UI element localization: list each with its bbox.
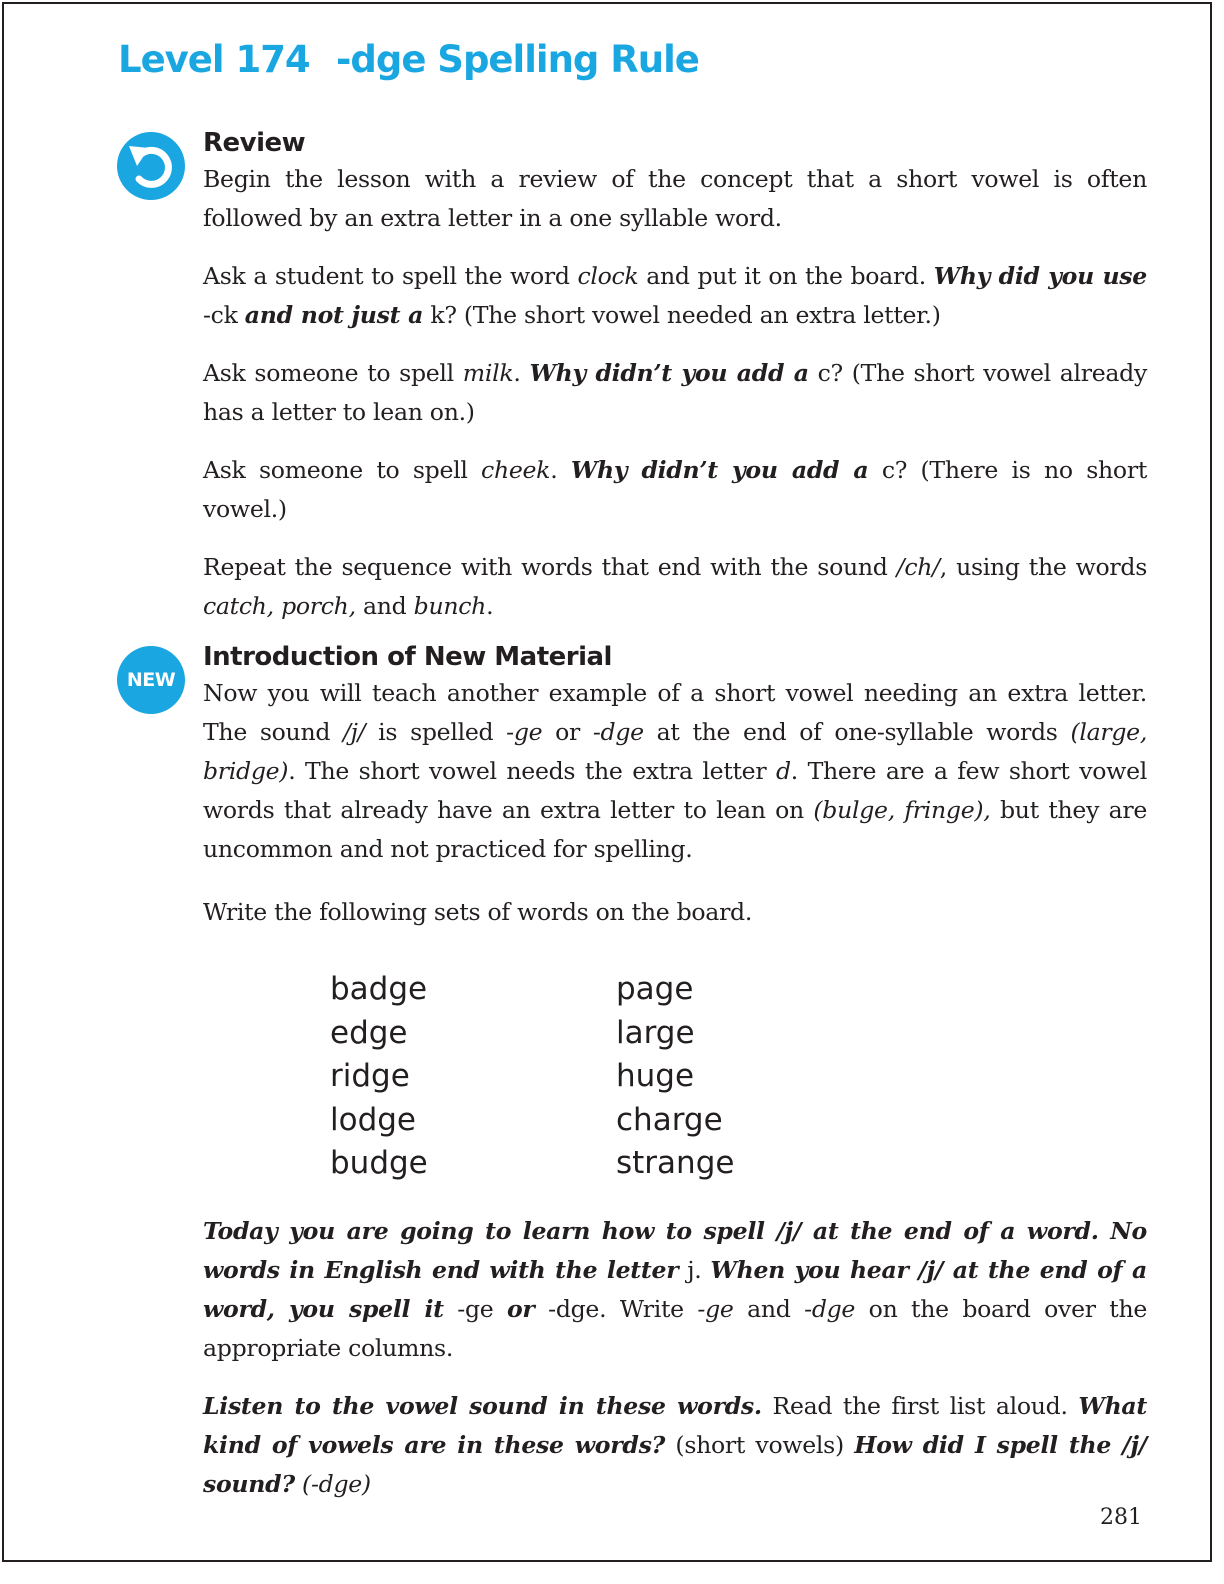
review-paragraph-2: Ask a student to spell the word clock and put it on the board. Why did you use -ck and not just a k? (The short vowel needed an extra letter.) — [203, 262, 1147, 329]
new-paragraph-2: Write the following sets of words on the board. — [203, 898, 753, 926]
review-paragraph-3: Ask someone to spell milk. Why didn’t you add a c? (The short vowel already has a letter to lean on.) — [203, 359, 1148, 426]
new-material-continued — [203, 1212, 1147, 1523]
page-title — [118, 38, 699, 81]
word-item: huge — [616, 1058, 695, 1094]
word-sets — [330, 968, 810, 1188]
word-item: charge — [616, 1101, 723, 1138]
lesson-topic: -dge Spelling Rule — [336, 38, 699, 81]
word-item: edge — [330, 1014, 408, 1051]
word-item: budge — [330, 1145, 428, 1181]
level-number: Level 174 — [118, 38, 310, 81]
word-item: strange — [616, 1145, 735, 1181]
review-paragraph-5: Repeat the sequence with words that end with the sound /ch/, using the words catch, porch, and bunch. — [203, 553, 1148, 620]
review-paragraph-1: Begin the lesson with a review of the concept that a short vowel is often followed by an extra letter in a one syllable word. — [203, 165, 1147, 232]
word-list-dge — [330, 968, 428, 1186]
page-number: 281 — [1100, 1505, 1142, 1530]
review-heading: Review — [203, 128, 306, 158]
new-paragraph-3: Today you are going to learn how to spell /j/ at the end of a word. No words in English end with the letter j. When you hear /j/ at the end of a word, you spell it -ge or -dge. Write -ge and -dge on the board over the appropriate columns. — [203, 1217, 1148, 1362]
new-material-section — [126, 642, 1148, 951]
word-item: large — [616, 1014, 695, 1051]
word-item: page — [616, 971, 694, 1007]
new-paragraph-4: Listen to the vowel sound in these words. Read the first list aloud. What kind of vowels are in these words? (short vowels) How did I spell the /j/ sound? (-dge) — [203, 1392, 1148, 1498]
new-badge-icon: NEW — [117, 646, 185, 714]
new-material-heading: Introduction of New Material — [203, 642, 612, 672]
word-item: lodge — [330, 1101, 417, 1138]
word-item: ridge — [330, 1058, 410, 1094]
word-item: badge — [330, 971, 428, 1007]
new-paragraph-1: Now you will teach another example of a short vowel needing an extra letter. The sound /j/ is spelled -ge or -dge at the end of one-syllable words (large, bridge). The short vowel needs the extra letter d. There are a few short vowel words that already have an extra letter to lean on (bulge, fringe), but they are uncommon and not practiced for spelling. — [203, 679, 1148, 863]
review-paragraph-4: Ask someone to spell cheek. Why didn’t you add a c? (There is no short vowel.) — [203, 456, 1147, 523]
word-list-ge — [616, 968, 734, 1186]
review-arrow-icon — [117, 132, 185, 200]
review-section — [203, 128, 1147, 645]
